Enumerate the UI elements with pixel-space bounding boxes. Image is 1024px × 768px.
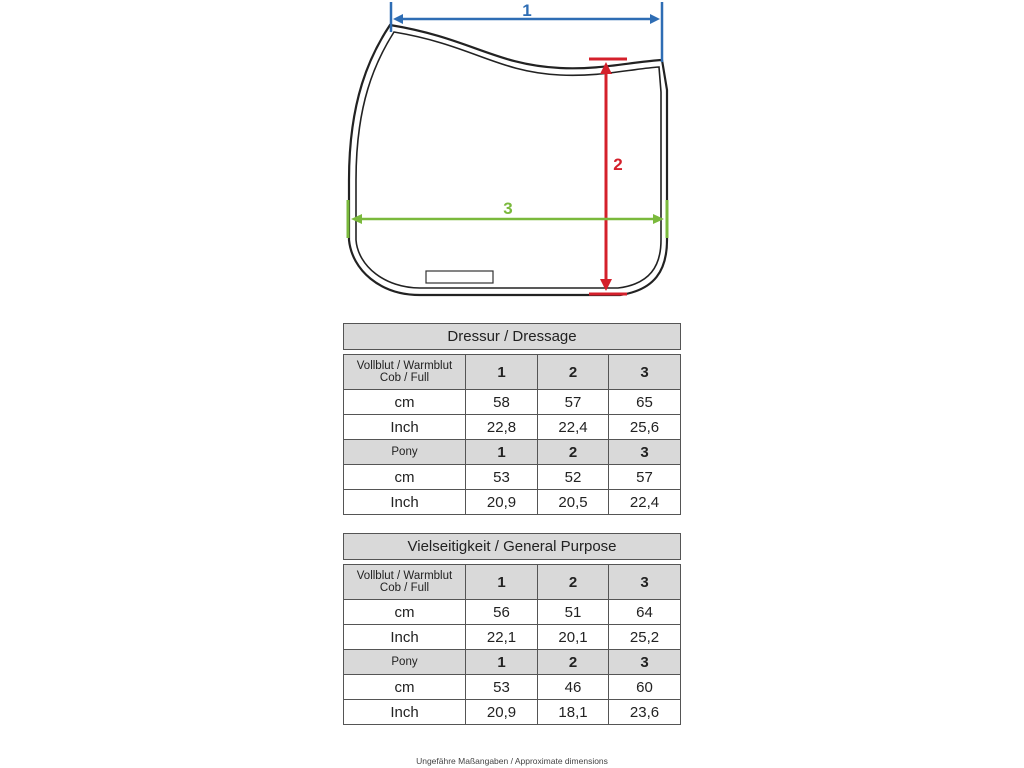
general-purpose-table-title: Vielseitigkeit / General Purpose bbox=[344, 534, 681, 560]
value-cell-3: 64 bbox=[609, 600, 681, 625]
value-cell-3: 22,4 bbox=[609, 490, 681, 515]
unit-cell: Inch bbox=[344, 490, 466, 515]
column-header-1: 1 bbox=[466, 440, 538, 465]
value-cell-1: 58 bbox=[466, 390, 538, 415]
value-cell-2: 51 bbox=[538, 600, 609, 625]
table-row bbox=[344, 675, 681, 700]
column-header-3: 3 bbox=[609, 650, 681, 675]
unit-cell: Inch bbox=[344, 700, 466, 725]
value-cell-1: 53 bbox=[466, 465, 538, 490]
size-label-pony: Pony bbox=[344, 650, 466, 675]
value-cell-2: 46 bbox=[538, 675, 609, 700]
value-cell-1: 20,9 bbox=[466, 490, 538, 515]
unit-cell: cm bbox=[344, 465, 466, 490]
value-cell-2: 20,5 bbox=[538, 490, 609, 515]
dimension-3 bbox=[348, 199, 667, 238]
unit-cell: Inch bbox=[344, 415, 466, 440]
value-cell-2: 18,1 bbox=[538, 700, 609, 725]
column-header-1: 1 bbox=[466, 355, 538, 390]
unit-cell: cm bbox=[344, 675, 466, 700]
dimension-1 bbox=[391, 1, 662, 62]
value-cell-3: 57 bbox=[609, 465, 681, 490]
column-header-3: 3 bbox=[609, 440, 681, 465]
table-row bbox=[344, 625, 681, 650]
unit-cell: cm bbox=[344, 600, 466, 625]
column-header-3: 3 bbox=[609, 355, 681, 390]
dimension-2-label: 2 bbox=[613, 155, 623, 174]
value-cell-2: 20,1 bbox=[538, 625, 609, 650]
dimension-1-label: 1 bbox=[522, 1, 532, 20]
table-row bbox=[344, 415, 681, 440]
value-cell-1: 56 bbox=[466, 600, 538, 625]
table-row bbox=[344, 600, 681, 625]
column-header-3: 3 bbox=[609, 565, 681, 600]
size-label-line-2: Cob / Full bbox=[379, 372, 430, 384]
size-label-full bbox=[344, 355, 466, 390]
table-row bbox=[344, 465, 681, 490]
saddle-pad-diagram bbox=[0, 0, 1024, 310]
footer-note: Ungefähre Maßangaben / Approximate dimensions bbox=[416, 756, 608, 766]
column-header-2: 2 bbox=[538, 440, 609, 465]
value-cell-3: 25,6 bbox=[609, 415, 681, 440]
column-header-2: 2 bbox=[538, 565, 609, 600]
column-header-1: 1 bbox=[466, 650, 538, 675]
table-row bbox=[344, 390, 681, 415]
dimension-3-label: 3 bbox=[503, 199, 513, 218]
brand-patch bbox=[426, 271, 493, 283]
size-label-pony: Pony bbox=[344, 440, 466, 465]
table-row bbox=[344, 490, 681, 515]
value-cell-2: 52 bbox=[538, 465, 609, 490]
size-label-full bbox=[344, 565, 466, 600]
size-label-line-1: Vollblut / Warmblut bbox=[356, 570, 453, 582]
value-cell-2: 57 bbox=[538, 390, 609, 415]
column-header-1: 1 bbox=[466, 565, 538, 600]
dimension-2 bbox=[589, 59, 627, 294]
value-cell-1: 20,9 bbox=[466, 700, 538, 725]
dressage-size-table bbox=[343, 323, 681, 515]
value-cell-1: 22,1 bbox=[466, 625, 538, 650]
value-cell-3: 60 bbox=[609, 675, 681, 700]
column-header-2: 2 bbox=[538, 650, 609, 675]
unit-cell: cm bbox=[344, 390, 466, 415]
dressage-table-title: Dressur / Dressage bbox=[344, 324, 681, 350]
value-cell-3: 23,6 bbox=[609, 700, 681, 725]
unit-cell: Inch bbox=[344, 625, 466, 650]
value-cell-3: 25,2 bbox=[609, 625, 681, 650]
general-purpose-size-table bbox=[343, 533, 681, 725]
table-row bbox=[344, 700, 681, 725]
column-header-2: 2 bbox=[538, 355, 609, 390]
value-cell-1: 53 bbox=[466, 675, 538, 700]
value-cell-1: 22,8 bbox=[466, 415, 538, 440]
size-label-line-1: Vollblut / Warmblut bbox=[356, 360, 453, 372]
size-label-line-2: Cob / Full bbox=[379, 582, 430, 594]
value-cell-2: 22,4 bbox=[538, 415, 609, 440]
value-cell-3: 65 bbox=[609, 390, 681, 415]
